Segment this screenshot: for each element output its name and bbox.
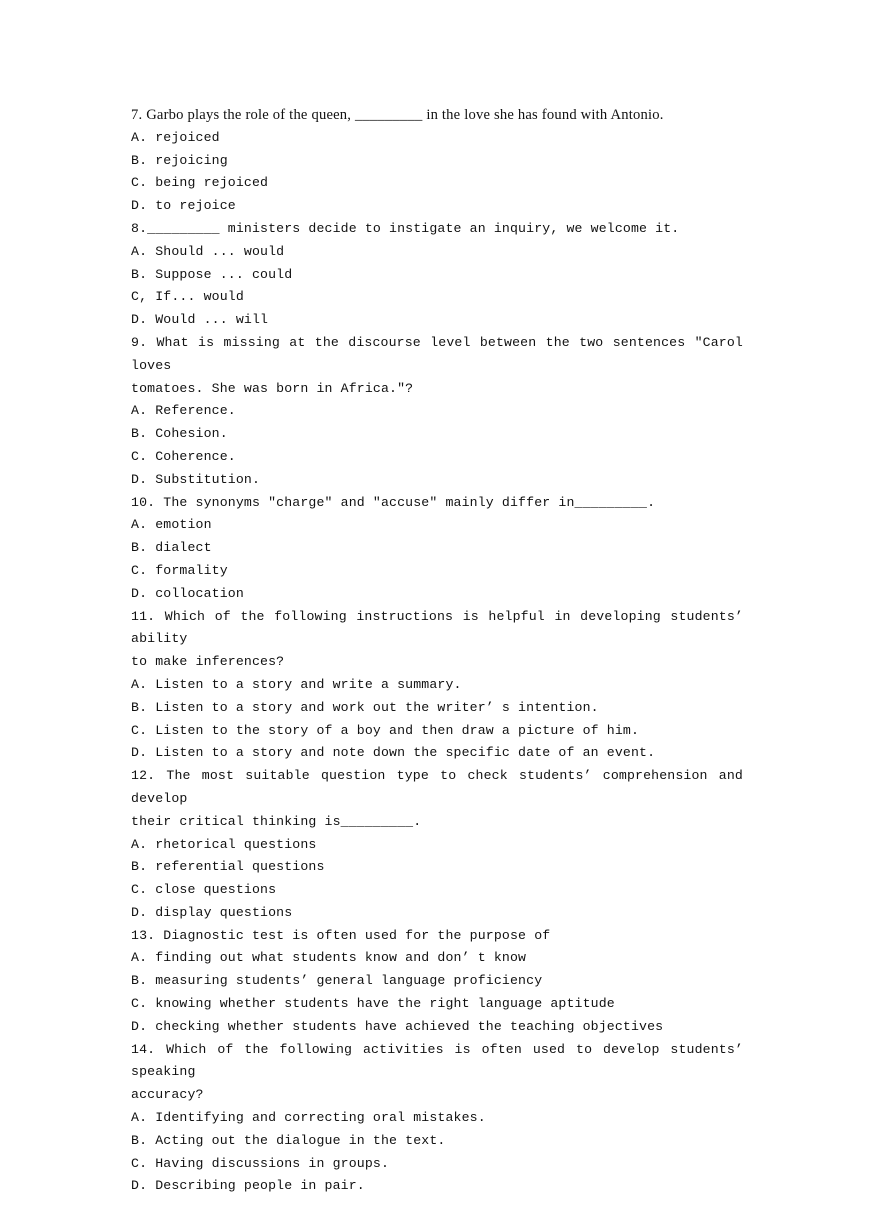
question-8 <box>131 218 743 332</box>
question-10-option-b: B. dialect <box>131 540 212 556</box>
question-9-option-c: C. Coherence. <box>131 448 236 464</box>
question-10 <box>131 492 743 606</box>
exam-page <box>131 104 743 1198</box>
question-7-stem: 7. Garbo plays the role of the queen, _________ in the love she has found with Antonio. <box>131 107 664 123</box>
question-7-option-c: C. being rejoiced <box>131 175 269 191</box>
question-9-option-b: B. Cohesion. <box>131 426 228 442</box>
question-13-option-c: C. knowing whether students have the right language aptitude <box>131 996 615 1012</box>
question-13-stem: 13. Diagnostic test is often used for the purpose of <box>131 927 551 943</box>
question-11-option-a: A. Listen to a story and write a summary. <box>131 676 462 692</box>
question-12 <box>131 765 743 925</box>
question-12-option-b: B. referential questions <box>131 859 325 875</box>
question-14-stem-line-2: accuracy? <box>131 1087 204 1103</box>
question-7 <box>131 104 743 218</box>
question-8-option-c: C, If... would <box>131 289 244 305</box>
question-13-option-a: A. finding out what students know and don’ t know <box>131 950 527 966</box>
question-9-stem-line-1: 9. What is missing at the discourse level between the two sentences "Carol loves <box>131 334 743 373</box>
question-7-option-b: B. rejoicing <box>131 152 228 168</box>
question-10-stem: 10. The synonyms "charge" and "accuse" mainly differ in_________. <box>131 494 656 510</box>
question-7-option-a: A. rejoiced <box>131 129 220 145</box>
question-14-option-c: C. Having discussions in groups. <box>131 1155 390 1171</box>
question-11-option-b: B. Listen to a story and work out the writer’ s intention. <box>131 699 599 715</box>
question-14-option-a: A. Identifying and correcting oral mistakes. <box>131 1110 486 1126</box>
question-10-option-d: D. collocation <box>131 585 244 601</box>
question-13-option-d: D. checking whether students have achieved the teaching objectives <box>131 1018 664 1034</box>
question-12-option-d: D. display questions <box>131 904 293 920</box>
question-14 <box>131 1039 743 1199</box>
question-14-option-b: B. Acting out the dialogue in the text. <box>131 1132 446 1148</box>
question-8-stem: 8._________ ministers decide to instigate an inquiry, we welcome it. <box>131 220 680 236</box>
question-11-option-d: D. Listen to a story and note down the specific date of an event. <box>131 745 656 761</box>
question-9 <box>131 332 743 492</box>
question-12-stem-line-2: their critical thinking is_________. <box>131 813 422 829</box>
question-9-stem-line-2: tomatoes. She was born in Africa."? <box>131 380 414 396</box>
question-10-option-a: A. emotion <box>131 517 212 533</box>
question-13 <box>131 925 743 1039</box>
question-8-option-b: B. Suppose ... could <box>131 266 293 282</box>
question-12-stem-line-1: 12. The most suitable question type to check students’ comprehension and develop <box>131 768 743 806</box>
question-12-option-a: A. rhetorical questions <box>131 836 317 852</box>
question-14-stem-line-1: 14. Which of the following activities is often used to develop students’ speaking <box>131 1041 743 1080</box>
question-7-option-d: D. to rejoice <box>131 198 236 214</box>
question-11-stem-line-2: to make inferences? <box>131 654 285 670</box>
question-11-stem-line-1: 11. Which of the following instructions is helpful in developing students’ ability <box>131 608 743 647</box>
question-8-option-a: A. Should ... would <box>131 243 285 259</box>
question-11 <box>131 606 743 766</box>
question-9-option-d: D. Substitution. <box>131 471 261 487</box>
question-10-option-c: C. formality <box>131 562 228 578</box>
question-14-option-d: D. Describing people in pair. <box>131 1178 365 1194</box>
question-13-option-b: B. measuring students’ general language proficiency <box>131 973 543 989</box>
question-8-option-d: D. Would ... will <box>131 312 269 328</box>
question-12-option-c: C. close questions <box>131 882 277 898</box>
question-11-option-c: C. Listen to the story of a boy and then draw a picture of him. <box>131 722 640 738</box>
question-9-option-a: A. Reference. <box>131 403 236 419</box>
